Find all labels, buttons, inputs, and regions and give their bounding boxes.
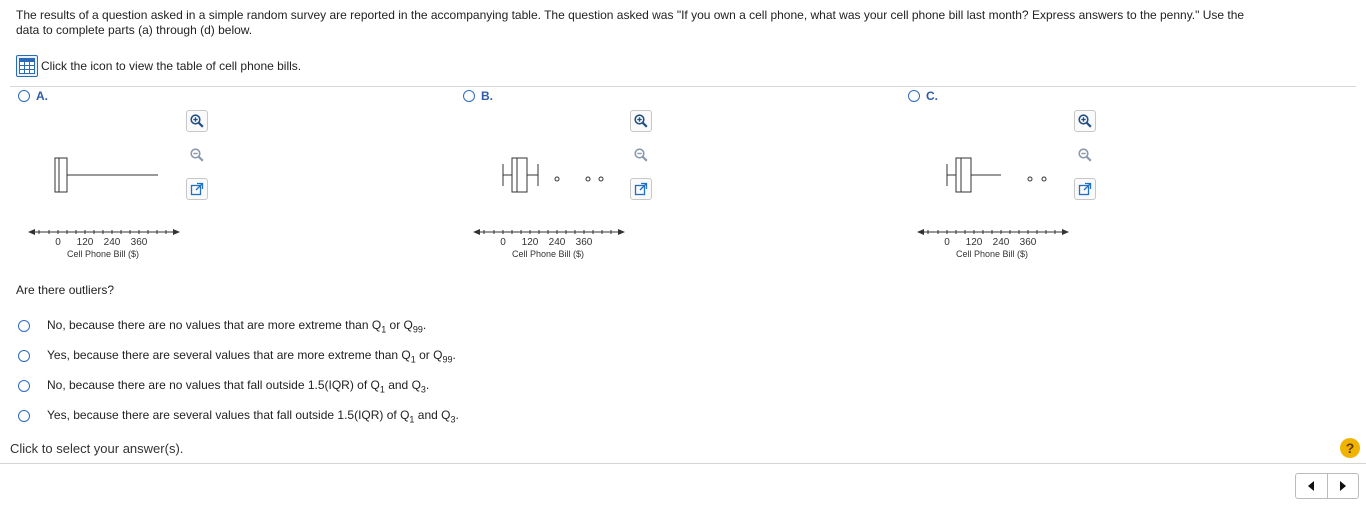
table-icon[interactable] xyxy=(16,55,38,77)
tick-360: 360 xyxy=(575,237,593,248)
help-icon[interactable]: ? xyxy=(1340,438,1360,458)
view-table-label: Click the icon to view the table of cell phone bills. xyxy=(41,59,302,73)
option-c-letter: C. xyxy=(926,89,938,103)
option-a[interactable] xyxy=(18,89,48,103)
option-a-radio[interactable] xyxy=(18,90,30,102)
zoom-in-icon[interactable] xyxy=(630,110,652,132)
zoom-out-icon[interactable] xyxy=(186,144,208,166)
tick-360: 360 xyxy=(1019,237,1037,248)
choice-1-label: No, because there are no values that are more extreme than $Q_1$ or $Q_{99}$. xyxy=(47,318,427,335)
choice-3-label: No, because there are no values that fall outside 1.5(IQR) of $Q_1$ and $Q_3$. xyxy=(47,378,430,395)
option-c-boxplot xyxy=(909,150,1079,265)
option-b-zoom-controls xyxy=(630,110,652,200)
choice-4-radio[interactable] xyxy=(18,410,30,422)
zoom-in-icon[interactable] xyxy=(186,110,208,132)
question-intro xyxy=(16,8,1351,38)
tick-240: 240 xyxy=(992,237,1010,248)
choice-4-label: Yes, because there are several values that fall outside 1.5(IQR) of $Q_1$ and $Q_3$. xyxy=(47,408,459,425)
next-button[interactable] xyxy=(1328,474,1359,498)
option-c[interactable] xyxy=(908,89,938,103)
choice-2-radio[interactable] xyxy=(18,350,30,362)
outliers-question: Are there outliers? xyxy=(16,283,115,297)
choice-4[interactable] xyxy=(18,408,459,424)
choice-3[interactable] xyxy=(18,378,429,394)
zoom-out-icon[interactable] xyxy=(630,144,652,166)
divider xyxy=(10,86,1356,87)
option-a-zoom-controls xyxy=(186,110,208,200)
popout-icon[interactable] xyxy=(630,178,652,200)
option-b-boxplot xyxy=(465,150,635,265)
tick-0: 0 xyxy=(500,237,506,248)
tick-0: 0 xyxy=(55,237,61,248)
intro-line-2: data to complete parts (a) through (d) below. xyxy=(16,23,253,37)
tick-120: 120 xyxy=(965,237,983,248)
choice-2[interactable] xyxy=(18,348,456,364)
zoom-in-icon[interactable] xyxy=(1074,110,1096,132)
choice-3-radio[interactable] xyxy=(18,380,30,392)
popout-icon[interactable] xyxy=(186,178,208,200)
zoom-out-icon[interactable] xyxy=(1074,144,1096,166)
option-b[interactable] xyxy=(463,89,493,103)
tick-0: 0 xyxy=(944,237,950,248)
tick-360: 360 xyxy=(130,237,148,248)
option-c-radio[interactable] xyxy=(908,90,920,102)
option-b-radio[interactable] xyxy=(463,90,475,102)
tick-120: 120 xyxy=(76,237,94,248)
axis-label: Cell Phone Bill ($) xyxy=(66,249,140,259)
footer-divider xyxy=(0,463,1366,464)
option-c-zoom-controls xyxy=(1074,110,1096,200)
choice-1-radio[interactable] xyxy=(18,320,30,332)
intro-line-1: The results of a question asked in a simple random survey are reported in the accompanying table. The question asked was "If you own a cell phone, what was your cell phone bill last month? Express answers to the penny." Use the xyxy=(16,8,1245,22)
option-a-boxplot xyxy=(20,150,190,265)
axis-label: Cell Phone Bill ($) xyxy=(955,249,1029,259)
tick-240: 240 xyxy=(103,237,121,248)
previous-button[interactable] xyxy=(1296,474,1327,498)
view-table-link[interactable] xyxy=(16,53,301,79)
choice-2-label: Yes, because there are several values that are more extreme than $Q_1$ or $Q_{99}$. xyxy=(47,348,456,365)
option-a-letter: A. xyxy=(36,89,48,103)
option-b-letter: B. xyxy=(481,89,493,103)
axis-label: Cell Phone Bill ($) xyxy=(511,249,585,259)
select-answer-hint: Click to select your answer(s). xyxy=(10,441,184,456)
nav-buttons xyxy=(1295,473,1359,499)
choice-1[interactable] xyxy=(18,318,426,334)
tick-240: 240 xyxy=(548,237,566,248)
popout-icon[interactable] xyxy=(1074,178,1096,200)
tick-120: 120 xyxy=(521,237,539,248)
arrow-right-icon xyxy=(1338,480,1348,492)
arrow-left-icon xyxy=(1306,480,1316,492)
